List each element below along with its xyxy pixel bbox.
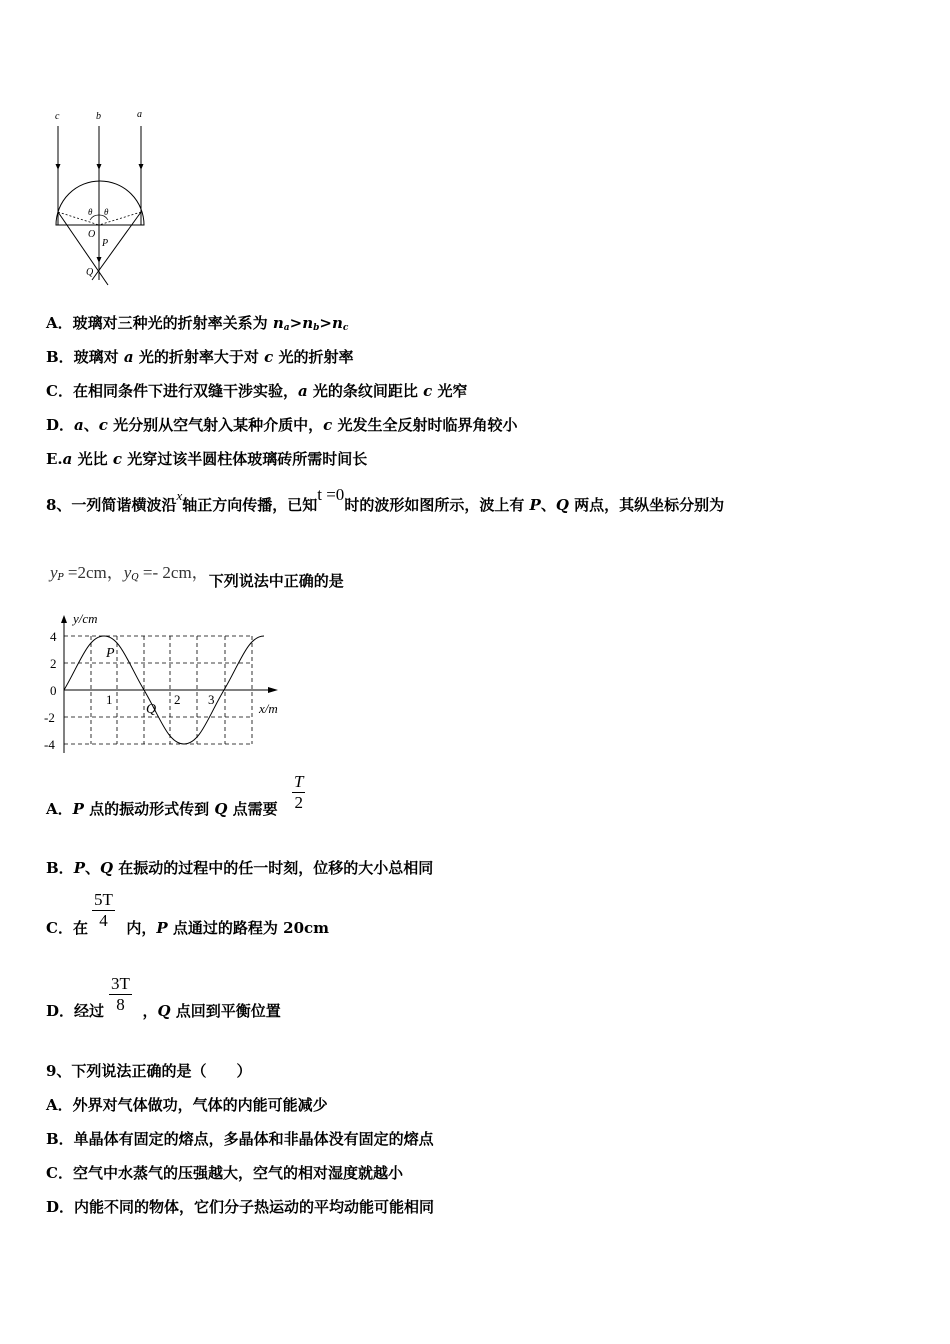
angle-label-right: θ xyxy=(104,207,109,217)
x-tick-3: 3 xyxy=(208,692,215,707)
q9-option-d: D．内能不同的物体，它们分子热运动的平均动能可能相同 xyxy=(46,1198,435,1216)
x-tick-2: 2 xyxy=(174,692,181,707)
q7-option-a: A．玻璃对三种光的折射率关系为 $n_a>n_b>n_c$ xyxy=(46,314,349,333)
q8-option-b: B．P、Q 在振动的过程中的任一时刻，位移的大小总相同 xyxy=(46,859,434,877)
y-tick-neg4: -4 xyxy=(44,737,55,752)
x-tick-1: 1 xyxy=(106,692,113,707)
q9-option-a: A．外界对气体做功，气体的内能可能减少 xyxy=(46,1096,328,1114)
x-axis-label: x/m xyxy=(259,701,278,716)
angle-label-left: θ xyxy=(88,207,93,217)
q7-option-c: C．在相同条件下进行双缝干涉实验，a 光的条纹间距比 c 光窄 xyxy=(46,382,468,400)
q8-option-a: A．P 点的振动形式传到 Q 点需要 xyxy=(46,800,278,818)
y-tick-neg2: -2 xyxy=(44,710,55,725)
y-tick-0: 0 xyxy=(50,683,57,698)
q8-c-fraction: 5T 4 xyxy=(94,890,113,930)
point-label-q: Q xyxy=(86,267,94,278)
q7-option-b: B．玻璃对 a 光的折射率大于对 c 光的折射率 xyxy=(46,348,354,366)
q7-option-e: E.a 光比 c 光穿过该半圆柱体玻璃砖所需时间长 xyxy=(46,450,368,468)
q8-a-fraction: T 2 xyxy=(294,772,304,812)
y-tick-2: 2 xyxy=(50,656,57,671)
q8-option-c: C．在 内，P 点通过的路程为 20cm xyxy=(46,919,330,937)
wave-graph xyxy=(40,605,300,760)
q9-option-c: C．空气中水蒸气的压强越大，空气的相对湿度就越小 xyxy=(46,1164,403,1182)
q7-option-d: D．a、c 光分别从空气射入某种介质中，c 光发生全反射时临界角较小 xyxy=(46,416,518,434)
q8-option-d: D．经过 ，Q 点回到平衡位置 xyxy=(46,1002,281,1020)
graph-point-p: P xyxy=(106,646,115,661)
point-label-p: P xyxy=(102,238,109,249)
graph-point-q: Q xyxy=(146,702,157,717)
q8-stem: 8、一列简谐横波沿x轴正方向传播，已知t =0时的波形如图所示，波上有 P、Q 两点，其纵坐标分别为 xyxy=(46,485,725,514)
ray-label-c: c xyxy=(55,111,60,122)
q9-option-b: B．单晶体有固定的熔点，多晶体和非晶体没有固定的熔点 xyxy=(46,1130,434,1148)
center-label-o: O xyxy=(88,229,96,240)
semicircle-glass-figure xyxy=(40,100,170,290)
y-axis-label: y/cm xyxy=(73,611,98,626)
ray-label-a: a xyxy=(137,109,142,120)
y-tick-4: 4 xyxy=(50,629,57,644)
ray-label-b: b xyxy=(96,111,101,122)
q8-d-fraction: 3T 8 xyxy=(111,974,130,1014)
q9-title: 9、下列说法正确的是（ ） xyxy=(46,1062,252,1080)
q8-coordinates: $y_P =2cm$，$y_Q =- 2cm$，下列说法中正确的是 xyxy=(50,563,344,590)
